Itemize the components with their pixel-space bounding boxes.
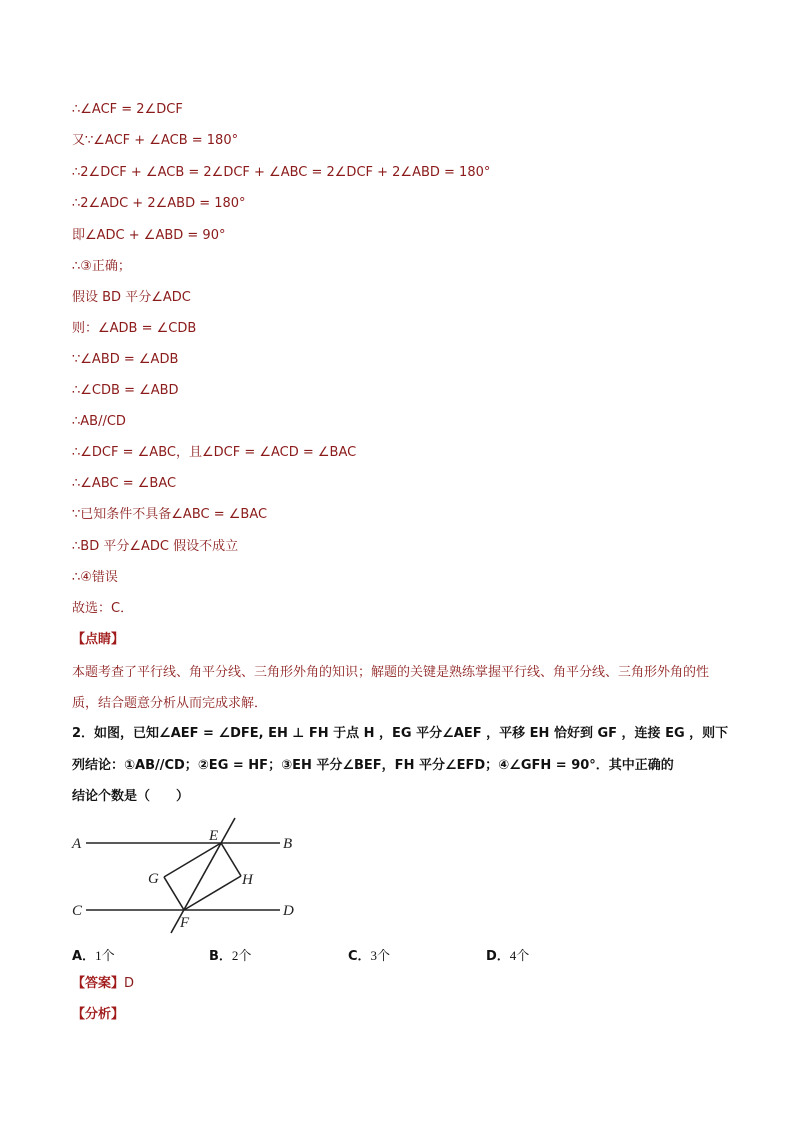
option-c-key: C． [348,949,371,964]
geometry-figure [68,812,308,936]
question-text-1: 如图，已知∠AEF = ∠DFE, EH ⊥ FH 于点 H ，EG 平分∠AEF ，平移 EH 恰好到 GF ，连接 EG ，则下 [94,726,729,741]
label-g: G [148,871,159,887]
option-a-key: A． [72,949,96,964]
solution-line-2: 又∵∠ACF + ∠ACB = 180° [72,133,239,148]
solution-line-5: 即∠ADC + ∠ABD = 90° [72,228,226,243]
label-d: D [283,903,294,919]
answer-label: 【答案】 [72,976,125,991]
option-b-value: 2个 [231,948,252,963]
solution-line-12: ∴∠DCF = ∠ABC，且∠DCF = ∠ACD = ∠BAC [72,445,357,460]
solution-line-4: ∴2∠ADC + 2∠ABD = 180° [72,196,246,211]
solution-line-10: ∴∠CDB = ∠ABD [72,383,179,398]
question-line-1 [72,726,728,742]
option-d-value: 4个 [509,948,530,963]
solution-line-8: 则：∠ADB = ∠CDB [72,321,197,336]
comment-label: 【点睛】 [72,632,125,647]
label-c: C [72,903,83,919]
solution-line-14: ∵已知条件不具备∠ABC = ∠BAC [72,507,268,522]
solution-line-15: ∴BD 平分∠ADC 假设不成立 [72,539,239,554]
option-a[interactable] [72,945,115,964]
label-b: B [283,836,293,852]
option-d[interactable] [486,945,529,964]
solution-line-1: ∴∠ACF = 2∠DCF [72,102,183,117]
label-e: E [209,828,219,844]
option-b-key: B． [209,949,232,964]
option-c-value: 3个 [370,948,391,963]
analysis-label: 【分析】 [72,1007,125,1022]
solution-line-17: 故选：C． [72,601,134,616]
solution-line-16: ∴④错误 [72,570,118,585]
question-line-2: 列结论：①AB//CD；②EG = HF；③EH 平分∠BEF，FH 平分∠EFD；④∠GFH = 90°．其中正确的 [72,758,674,773]
solution-line-6: ∴③正确； [72,259,131,274]
question-number: 2． [72,726,95,741]
option-c[interactable] [348,945,390,964]
solution-line-13: ∴∠ABC = ∠BAC [72,476,177,491]
question-line-3: 结论个数是（ ） [72,789,190,804]
solution-line-11: ∴AB//CD [72,414,126,429]
answer-line [72,976,134,992]
label-a: A [72,836,82,852]
label-f: F [180,915,190,931]
label-h: H [242,872,253,888]
option-a-value: 1个 [95,948,115,963]
option-d-key: D． [486,949,510,964]
segment-gf [164,877,184,910]
segment-eh [221,843,241,876]
solution-line-3: ∴2∠DCF + ∠ACB = 2∠DCF + ∠ABC = 2∠DCF + 2∠ABD = 180° [72,165,491,180]
comment-text: 本题考查了平行线、角平分线、三角形外角的知识；解题的关键是熟练掌握平行线、角平分线、三角形外角的性质，结合题意分析从而完成求解． [72,665,710,711]
option-b[interactable] [209,945,251,964]
answer-value: D [124,976,135,991]
solution-line-7: 假设 BD 平分∠ADC [72,290,191,305]
solution-line-9: ∵∠ABD = ∠ADB [72,352,179,367]
